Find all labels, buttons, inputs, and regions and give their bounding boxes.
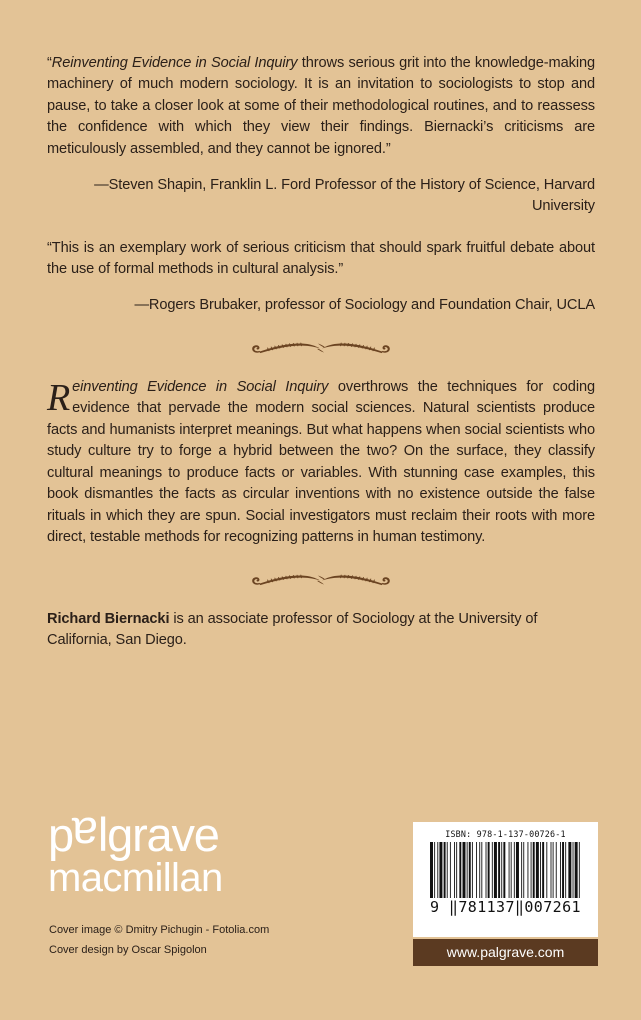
logo-palgrave-turned-a: a bbox=[72, 808, 98, 862]
palgrave-macmillan-logo bbox=[48, 808, 223, 901]
leafy-flourish-divider-icon bbox=[241, 567, 401, 593]
author-bio-text: is an associate professor of Sociology at the University of California, San Diego. bbox=[47, 610, 538, 649]
cover-text-content bbox=[47, 38, 595, 666]
author-bio bbox=[47, 609, 595, 652]
book-description bbox=[47, 377, 595, 549]
barcode-card bbox=[413, 822, 598, 937]
book-title-italic-lead: einventing Evidence in Social Inquiry bbox=[72, 378, 329, 395]
endorsement-quote-rest-1: throws serious grit into the knowledge-making machinery of much modern sociology. It is an invitation to sociologists to stop and pause, to take a closer look at some of their methodological routines, and to reassess the confidence with which they view their findings. Biernacki’s criticisms are meticulously assembled, and they cannot be ignored.” bbox=[47, 54, 596, 157]
isbn-barcode-block bbox=[413, 822, 598, 966]
endorsement-block-1 bbox=[47, 53, 595, 218]
leafy-flourish-divider-icon bbox=[241, 335, 401, 361]
ornament-divider-top-wrap bbox=[47, 335, 595, 361]
ean13-digits: 9 ‖781137‖007261 bbox=[430, 898, 581, 916]
endorsement-quote-1 bbox=[47, 53, 595, 161]
endorsement-quote-open-1: “ bbox=[47, 54, 52, 71]
author-name: Richard Biernacki bbox=[47, 610, 170, 627]
logo-palgrave-p: p bbox=[48, 808, 73, 861]
ornament-divider-bottom-wrap bbox=[47, 567, 595, 593]
drop-cap-letter: R bbox=[47, 376, 71, 419]
cover-credits bbox=[49, 920, 269, 960]
endorsement-attribution-2: —Rogers Brubaker, professor of Sociology and Foundation Chair, UCLA bbox=[134, 297, 595, 314]
endorsement-block-2 bbox=[47, 238, 595, 317]
cover-design-credit: Cover design by Oscar Spigolon bbox=[49, 944, 207, 956]
logo-macmillan-wordmark: macmillan bbox=[48, 856, 223, 901]
book-title-italic-1: Reinventing Evidence in Social Inquiry bbox=[51, 54, 298, 71]
endorsement-quote-2: “This is an exemplary work of serious criticism that should spark fruitful debate about the use of formal methods in cultural analysis.” bbox=[47, 239, 595, 278]
logo-palgrave-lgrave: lgrave bbox=[97, 808, 219, 861]
publisher-url-bar[interactable]: www.palgrave.com bbox=[413, 939, 598, 966]
logo-palgrave-wordmark bbox=[48, 808, 223, 862]
book-description-body: overthrows the techniques for coding evidence that pervade the modern social sciences. Natural scientists produce facts and humanists interpret meanings. But what happens when social scientists who study culture try to forge a hybrid between the two? On the surface, they classify cultural meanings to produce facts or variables. With stunning case examples, this book dismantles the facts as circular inventions with no existence outside the false rituals in which they are spun. Social investigators must reclaim their roots with more direct, testable methods for recognizing patterns in human testimony. bbox=[47, 378, 596, 546]
endorsement-attribution-1: —Steven Shapin, Franklin L. Ford Professor of the History of Science, Harvard University bbox=[94, 176, 595, 215]
isbn-label: ISBN: 978-1-137-00726-1 bbox=[445, 829, 566, 839]
cover-image-credit: Cover image © Dmitry Pichugin - Fotolia.com bbox=[49, 924, 270, 936]
